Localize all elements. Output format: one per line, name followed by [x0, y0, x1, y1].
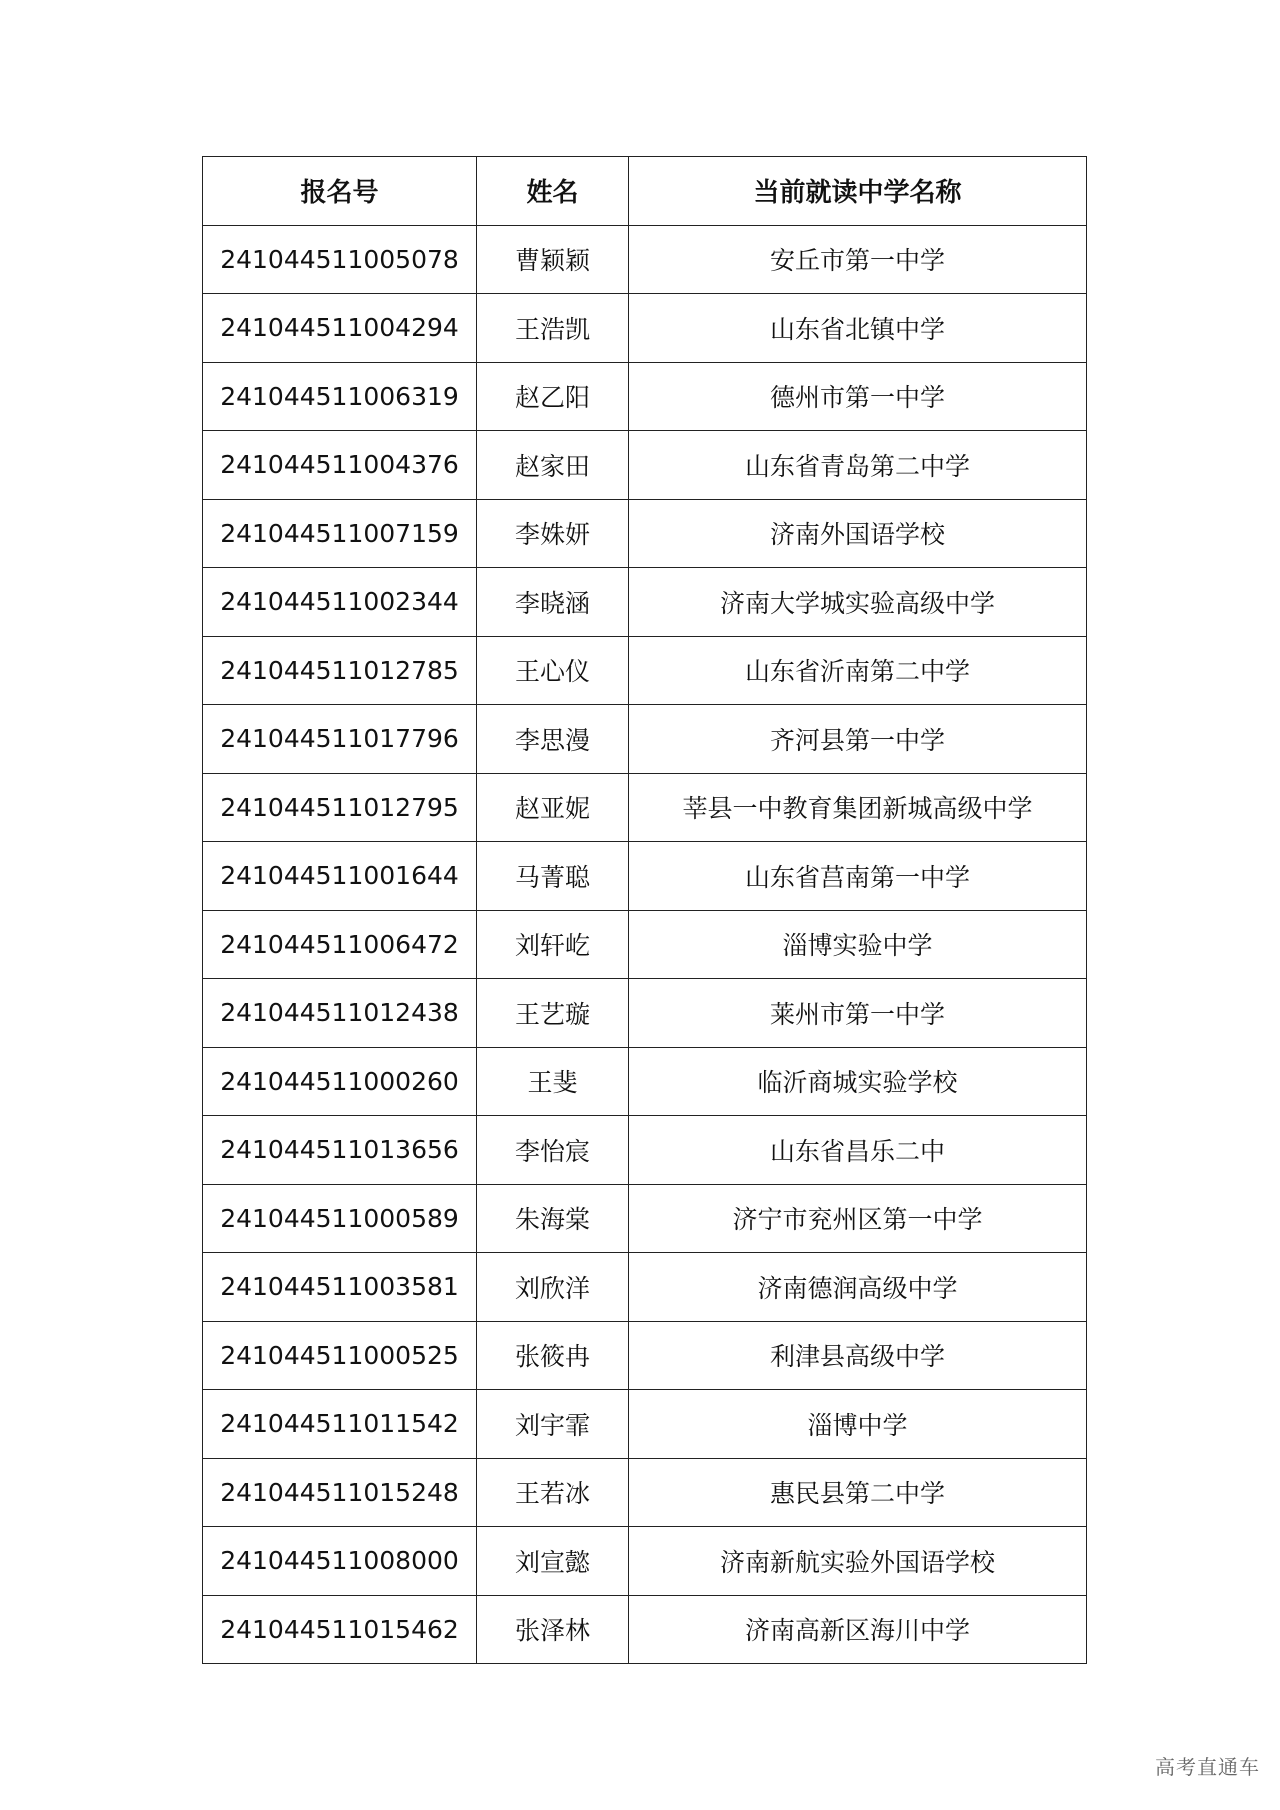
school-name-cell: 齐河县第一中学 [629, 705, 1087, 774]
school-name-cell: 山东省北镇中学 [629, 294, 1087, 363]
student-roster-table [202, 156, 1087, 1664]
school-name-cell: 济宁市兖州区第一中学 [629, 1184, 1087, 1253]
student-name-cell: 李姝妍 [477, 499, 629, 568]
student-name-cell: 张泽林 [477, 1595, 629, 1664]
table-row [203, 1321, 1087, 1390]
school-name-cell: 山东省青岛第二中学 [629, 431, 1087, 500]
watermark-text: 高考直通车 [1155, 1755, 1260, 1779]
table-row [203, 636, 1087, 705]
student-name-cell: 赵乙阳 [477, 362, 629, 431]
student-name-cell: 赵亚妮 [477, 773, 629, 842]
registration-number-cell: 241044511001644 [203, 842, 477, 911]
school-name-cell: 淄博中学 [629, 1390, 1087, 1459]
student-name-cell: 刘宣懿 [477, 1527, 629, 1596]
student-name-cell: 李思漫 [477, 705, 629, 774]
student-name-cell: 刘轩屹 [477, 910, 629, 979]
school-name-cell: 济南高新区海川中学 [629, 1595, 1087, 1664]
school-name-cell: 济南新航实验外国语学校 [629, 1527, 1087, 1596]
table-row [203, 294, 1087, 363]
student-name-cell: 刘欣洋 [477, 1253, 629, 1322]
registration-number-cell: 241044511012795 [203, 773, 477, 842]
table-row [203, 1458, 1087, 1527]
table-row [203, 1116, 1087, 1185]
student-name-cell: 朱海棠 [477, 1184, 629, 1253]
table-row [203, 979, 1087, 1048]
school-name-cell: 利津县高级中学 [629, 1321, 1087, 1390]
student-name-cell: 王若冰 [477, 1458, 629, 1527]
table-row [203, 499, 1087, 568]
registration-number-cell: 241044511015462 [203, 1595, 477, 1664]
registration-number-cell: 241044511008000 [203, 1527, 477, 1596]
registration-number-cell: 241044511000589 [203, 1184, 477, 1253]
table-header-row [203, 157, 1087, 226]
school-name-cell: 济南德润高级中学 [629, 1253, 1087, 1322]
registration-number-cell: 241044511004294 [203, 294, 477, 363]
school-name-cell: 山东省昌乐二中 [629, 1116, 1087, 1185]
student-name-cell: 王斐 [477, 1047, 629, 1116]
table-row [203, 1184, 1087, 1253]
student-name-cell: 李怡宸 [477, 1116, 629, 1185]
table-row [203, 568, 1087, 637]
school-name-cell: 莘县一中教育集团新城高级中学 [629, 773, 1087, 842]
school-name-cell: 安丘市第一中学 [629, 225, 1087, 294]
table-row [203, 431, 1087, 500]
header-registration-number: 报名号 [203, 157, 477, 226]
table-row [203, 1527, 1087, 1596]
student-name-cell: 王艺璇 [477, 979, 629, 1048]
header-school-name: 当前就读中学名称 [629, 157, 1087, 226]
table-row [203, 910, 1087, 979]
registration-number-cell: 241044511005078 [203, 225, 477, 294]
student-name-cell: 王浩凯 [477, 294, 629, 363]
registration-number-cell: 241044511004376 [203, 431, 477, 500]
table-row [203, 1390, 1087, 1459]
school-name-cell: 德州市第一中学 [629, 362, 1087, 431]
school-name-cell: 济南大学城实验高级中学 [629, 568, 1087, 637]
table-row [203, 842, 1087, 911]
table-row [203, 1047, 1087, 1116]
table-row [203, 362, 1087, 431]
registration-number-cell: 241044511013656 [203, 1116, 477, 1185]
table-body [203, 225, 1087, 1664]
table-row [203, 225, 1087, 294]
student-name-cell: 马菁聪 [477, 842, 629, 911]
school-name-cell: 莱州市第一中学 [629, 979, 1087, 1048]
school-name-cell: 山东省莒南第一中学 [629, 842, 1087, 911]
student-name-cell: 王心仪 [477, 636, 629, 705]
table-row [203, 773, 1087, 842]
student-name-cell: 张筱冉 [477, 1321, 629, 1390]
student-name-cell: 曹颖颖 [477, 225, 629, 294]
registration-number-cell: 241044511006319 [203, 362, 477, 431]
student-name-cell: 赵家田 [477, 431, 629, 500]
table-row [203, 1253, 1087, 1322]
registration-number-cell: 241044511006472 [203, 910, 477, 979]
registration-number-cell: 241044511011542 [203, 1390, 477, 1459]
registration-number-cell: 241044511012785 [203, 636, 477, 705]
registration-number-cell: 241044511000525 [203, 1321, 477, 1390]
header-name: 姓名 [477, 157, 629, 226]
school-name-cell: 济南外国语学校 [629, 499, 1087, 568]
school-name-cell: 惠民县第二中学 [629, 1458, 1087, 1527]
registration-number-cell: 241044511003581 [203, 1253, 477, 1322]
table-row [203, 705, 1087, 774]
school-name-cell: 临沂商城实验学校 [629, 1047, 1087, 1116]
registration-number-cell: 241044511015248 [203, 1458, 477, 1527]
registration-number-cell: 241044511017796 [203, 705, 477, 774]
registration-number-cell: 241044511000260 [203, 1047, 477, 1116]
table-row [203, 1595, 1087, 1664]
student-name-cell: 李晓涵 [477, 568, 629, 637]
student-name-cell: 刘宇霏 [477, 1390, 629, 1459]
registration-number-cell: 241044511012438 [203, 979, 477, 1048]
registration-number-cell: 241044511007159 [203, 499, 477, 568]
school-name-cell: 淄博实验中学 [629, 910, 1087, 979]
school-name-cell: 山东省沂南第二中学 [629, 636, 1087, 705]
registration-number-cell: 241044511002344 [203, 568, 477, 637]
